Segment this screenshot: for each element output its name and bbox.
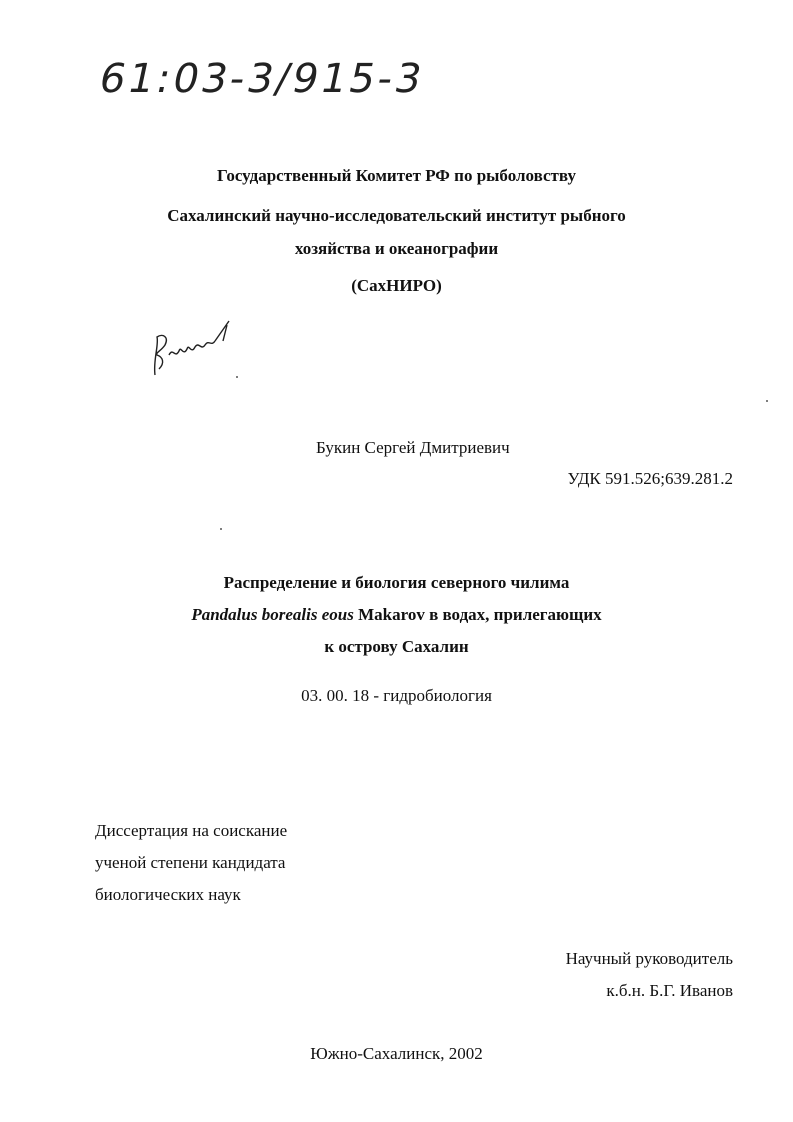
supervisor-name: к.б.н. Б.Г. Иванов bbox=[606, 981, 733, 1000]
handwritten-signature bbox=[145, 315, 245, 385]
title-line3: к острову Сахалин bbox=[324, 637, 469, 656]
udc-code: УДК 591.526;639.281.2 bbox=[567, 469, 733, 488]
degree-line3: биологических наук bbox=[95, 885, 241, 904]
species-name: Pandalus borealis eous bbox=[191, 605, 354, 624]
specialty-code: 03. 00. 18 - гидробиология bbox=[301, 686, 492, 705]
supervisor-role: Научный руководитель bbox=[565, 949, 733, 968]
city-year: Южно-Сахалинск, 2002 bbox=[310, 1044, 483, 1063]
institute-name-line1: Сахалинский научно-исследовательский институт рыбного bbox=[167, 206, 626, 225]
author-name: Букин Сергей Дмитриевич bbox=[316, 438, 510, 457]
handwritten-catalog-number: 61:03-3/915-3 bbox=[95, 56, 429, 102]
degree-line2: ученой степени кандидата bbox=[95, 853, 286, 872]
title-line2-rest: Makarov в водах, прилегающих bbox=[353, 605, 602, 624]
scan-speck bbox=[220, 528, 222, 530]
degree-line1: Диссертация на соискание bbox=[95, 821, 288, 840]
title-line2 bbox=[0, 605, 793, 625]
title-line1: Распределение и биология северного чилима bbox=[223, 573, 570, 592]
scan-speck bbox=[766, 400, 768, 402]
committee-name: Государственный Комитет РФ по рыболовству bbox=[217, 166, 576, 185]
institute-abbreviation: (СахНИРО) bbox=[351, 276, 442, 295]
institute-name-line2: хозяйства и океанографии bbox=[294, 239, 499, 258]
scan-speck bbox=[236, 376, 238, 378]
